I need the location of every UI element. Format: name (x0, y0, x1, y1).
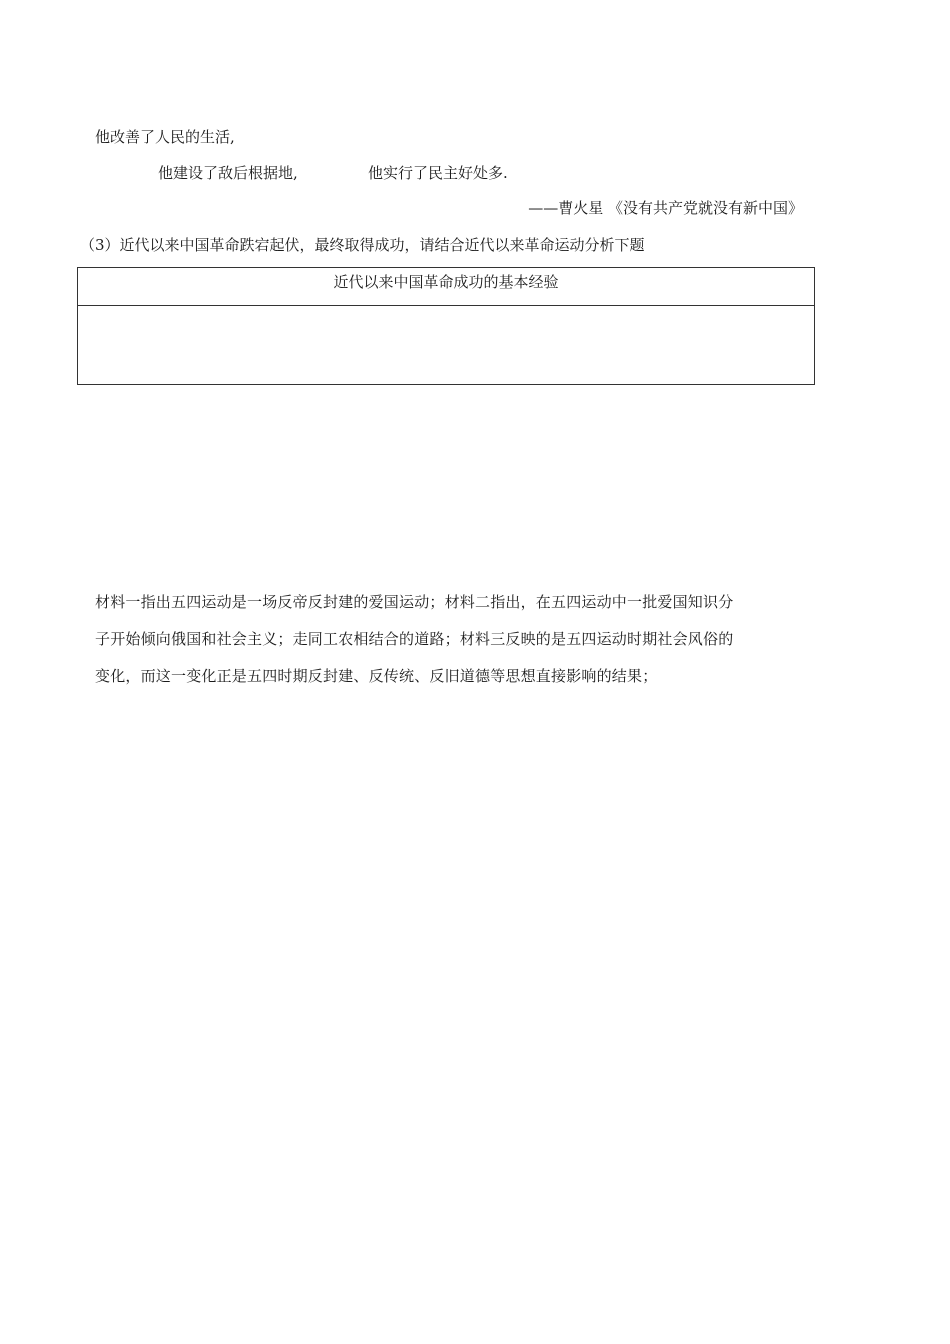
answer-line-3: 变化，而这一变化正是五四时期反封建、反传统、反旧道德等思想直接影响的结果； (95, 667, 658, 685)
poem-attribution: ——曹火星 《没有共产党就没有新中国》 (528, 199, 803, 217)
poem-line-2-part-1: 他建设了敌后根据地, (158, 164, 298, 182)
experience-table (77, 267, 815, 385)
poem-line-1: 他改善了人民的生活, (95, 128, 235, 146)
poem-line-2-part-2: 他实行了民主好处多. (368, 164, 508, 182)
experience-table-header: 近代以来中国革命成功的基本经验 (78, 268, 814, 306)
experience-table-answer-cell (78, 306, 814, 384)
question-3: （3）近代以来中国革命跌宕起伏，最终取得成功，请结合近代以来革命运动分析下题 (80, 236, 645, 254)
answer-line-2: 子开始倾向俄国和社会主义；走同工农相结合的道路；材料三反映的是五四运动时期社会风俗的 (95, 630, 734, 648)
answer-line-1: 材料一指出五四运动是一场反帝反封建的爱国运动；材料二指出，在五四运动中一批爱国知识分 (95, 593, 734, 611)
answer-paragraph (95, 584, 815, 695)
